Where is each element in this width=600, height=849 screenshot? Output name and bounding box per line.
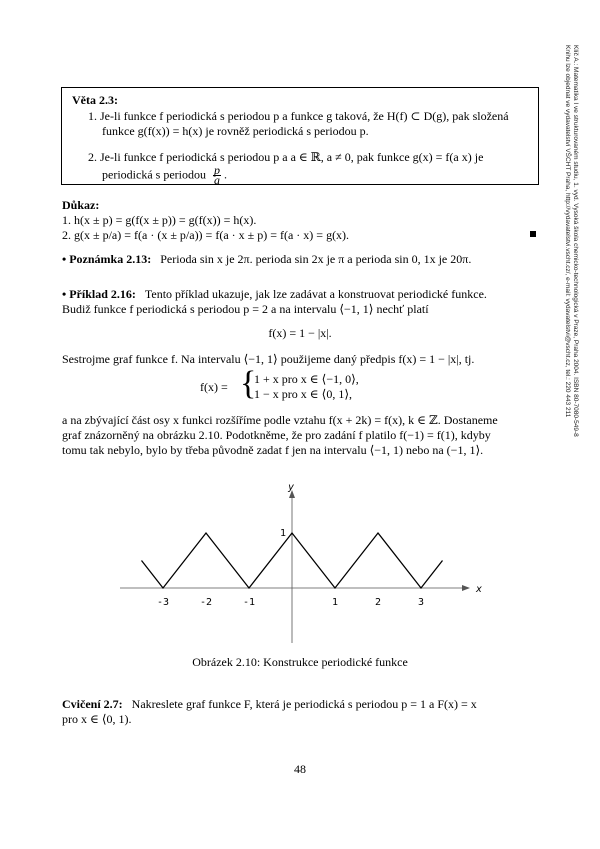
x-tick-label: 1	[331, 597, 339, 608]
periodic-function-chart	[110, 478, 490, 648]
example-line6: tomu tak nebylo, bylo by třeba původně zadat f jen na intervalu ⟨−1, 1) nebo na (−1, 1⟩.	[62, 443, 484, 457]
example-formula1: f(x) = 1 − |x|.	[268, 326, 332, 340]
x-tick-label: -1	[242, 597, 256, 608]
x-tick-label: 3	[417, 597, 425, 608]
theorem-item2-line2	[102, 163, 227, 187]
x-tick-label: 2	[374, 597, 382, 608]
remark	[62, 252, 471, 266]
side-publication-note	[563, 45, 579, 605]
exercise-line1	[62, 697, 477, 711]
example-line5: graf znázorněný na obrázku 2.10. Podotkněme, že pro zadání f platilo f(−1) = f(1), kdyby	[62, 428, 491, 442]
y-axis-label: y	[288, 482, 295, 493]
y-tick-label: 1	[279, 528, 287, 539]
qed-square-icon	[530, 231, 536, 237]
figure-caption: Obrázek 2.10: Konstrukce periodické funkce	[192, 655, 408, 669]
example-line4: a na zbývající část osy x funkci rozšíříme podle vztahu f(x + 2k) = f(x), k ∈ ℤ. Dostaneme	[62, 413, 498, 427]
x-axis-label: x	[476, 584, 483, 595]
proof-title: Důkaz:	[62, 198, 100, 212]
remark-title: • Poznámka 2.13:	[62, 252, 152, 266]
theorem-item2-end: .	[223, 167, 227, 182]
piece1: 1 + x pro x ∈ ⟨−1, 0⟩,	[254, 372, 359, 386]
brace-icon: {	[240, 365, 257, 402]
x-axis-arrow-icon	[462, 585, 470, 591]
side-note-line2: Knihu lze objednat ve vydavatelství VŠCHT Praha, http://vydavatelstvi.vscht.cz/, e-mail: vydavatelstvi@vscht.cz, tel.: 220 443 211	[564, 45, 571, 418]
example-title: • Příklad 2.16:	[62, 287, 136, 301]
theorem-item2-text: periodická s periodou	[102, 167, 206, 182]
x-tick-label: -3	[156, 597, 170, 608]
piecewise-lhs: f(x) =	[200, 380, 228, 394]
example-text1: Tento příklad ukazuje, jak lze zadávat a konstruovat periodické funkce.	[144, 287, 487, 301]
theorem-box	[61, 87, 539, 185]
example-line1	[62, 287, 487, 301]
page-number: 48	[294, 762, 306, 776]
proof-line1: 1. h(x ± p) = g(f(x ± p)) = g(f(x)) = h(x).	[62, 213, 257, 227]
exercise-title: Cvičení 2.7:	[62, 697, 123, 711]
side-note-line1: Klíč A.: Matematika I ve strukturovaném studiu, 1. vyd. Vysoká škola chemicko-technologická v Praze, Praha 2004. ISBN 80-7080-549-8	[572, 45, 579, 437]
theorem-fraction	[213, 163, 221, 187]
exercise-text1: Nakreslete graf funkce F, která je periodická s periodou p = 1 a F(x) = x	[131, 697, 477, 711]
fraction-numerator: p	[213, 163, 220, 177]
theorem-item2-line1: 2. Je-li funkce f periodická s periodou p a a ∈ ℝ, a ≠ 0, pak funkce g(x) = f(a x) je	[88, 150, 484, 164]
theorem-title: Věta 2.3:	[72, 93, 118, 107]
x-tick-label: -2	[199, 597, 213, 608]
theorem-item1-line1: 1. Je-li funkce f periodická s periodou p a funkce g taková, že H(f) ⊂ D(g), pak složená	[88, 109, 509, 123]
fraction-denominator: a	[213, 173, 220, 187]
remark-text: Perioda sin x je 2π. perioda sin 2x je π a perioda sin 0, 1x je 20π.	[160, 252, 472, 266]
piece2: 1 − x pro x ∈ ⟨0, 1⟩,	[254, 387, 353, 401]
example-line2: Budiž funkce f periodická s periodou p = 2 a na intervalu ⟨−1, 1⟩ nechť platí	[62, 302, 429, 316]
proof-line2: 2. g(x ± p/a) = f(a · (x ± p/a)) = f(a · x ± p) = f(a · x) = g(x).	[62, 228, 350, 242]
example-line3: Sestrojme graf funkce f. Na intervalu ⟨−1, 1⟩ použijeme daný předpis f(x) = 1 − |x|, tj.	[62, 352, 475, 366]
theorem-item1-line2: funkce g(f(x)) = h(x) je rovněž periodická s periodou p.	[102, 124, 369, 138]
exercise-line2: pro x ∈ ⟨0, 1).	[62, 712, 132, 726]
